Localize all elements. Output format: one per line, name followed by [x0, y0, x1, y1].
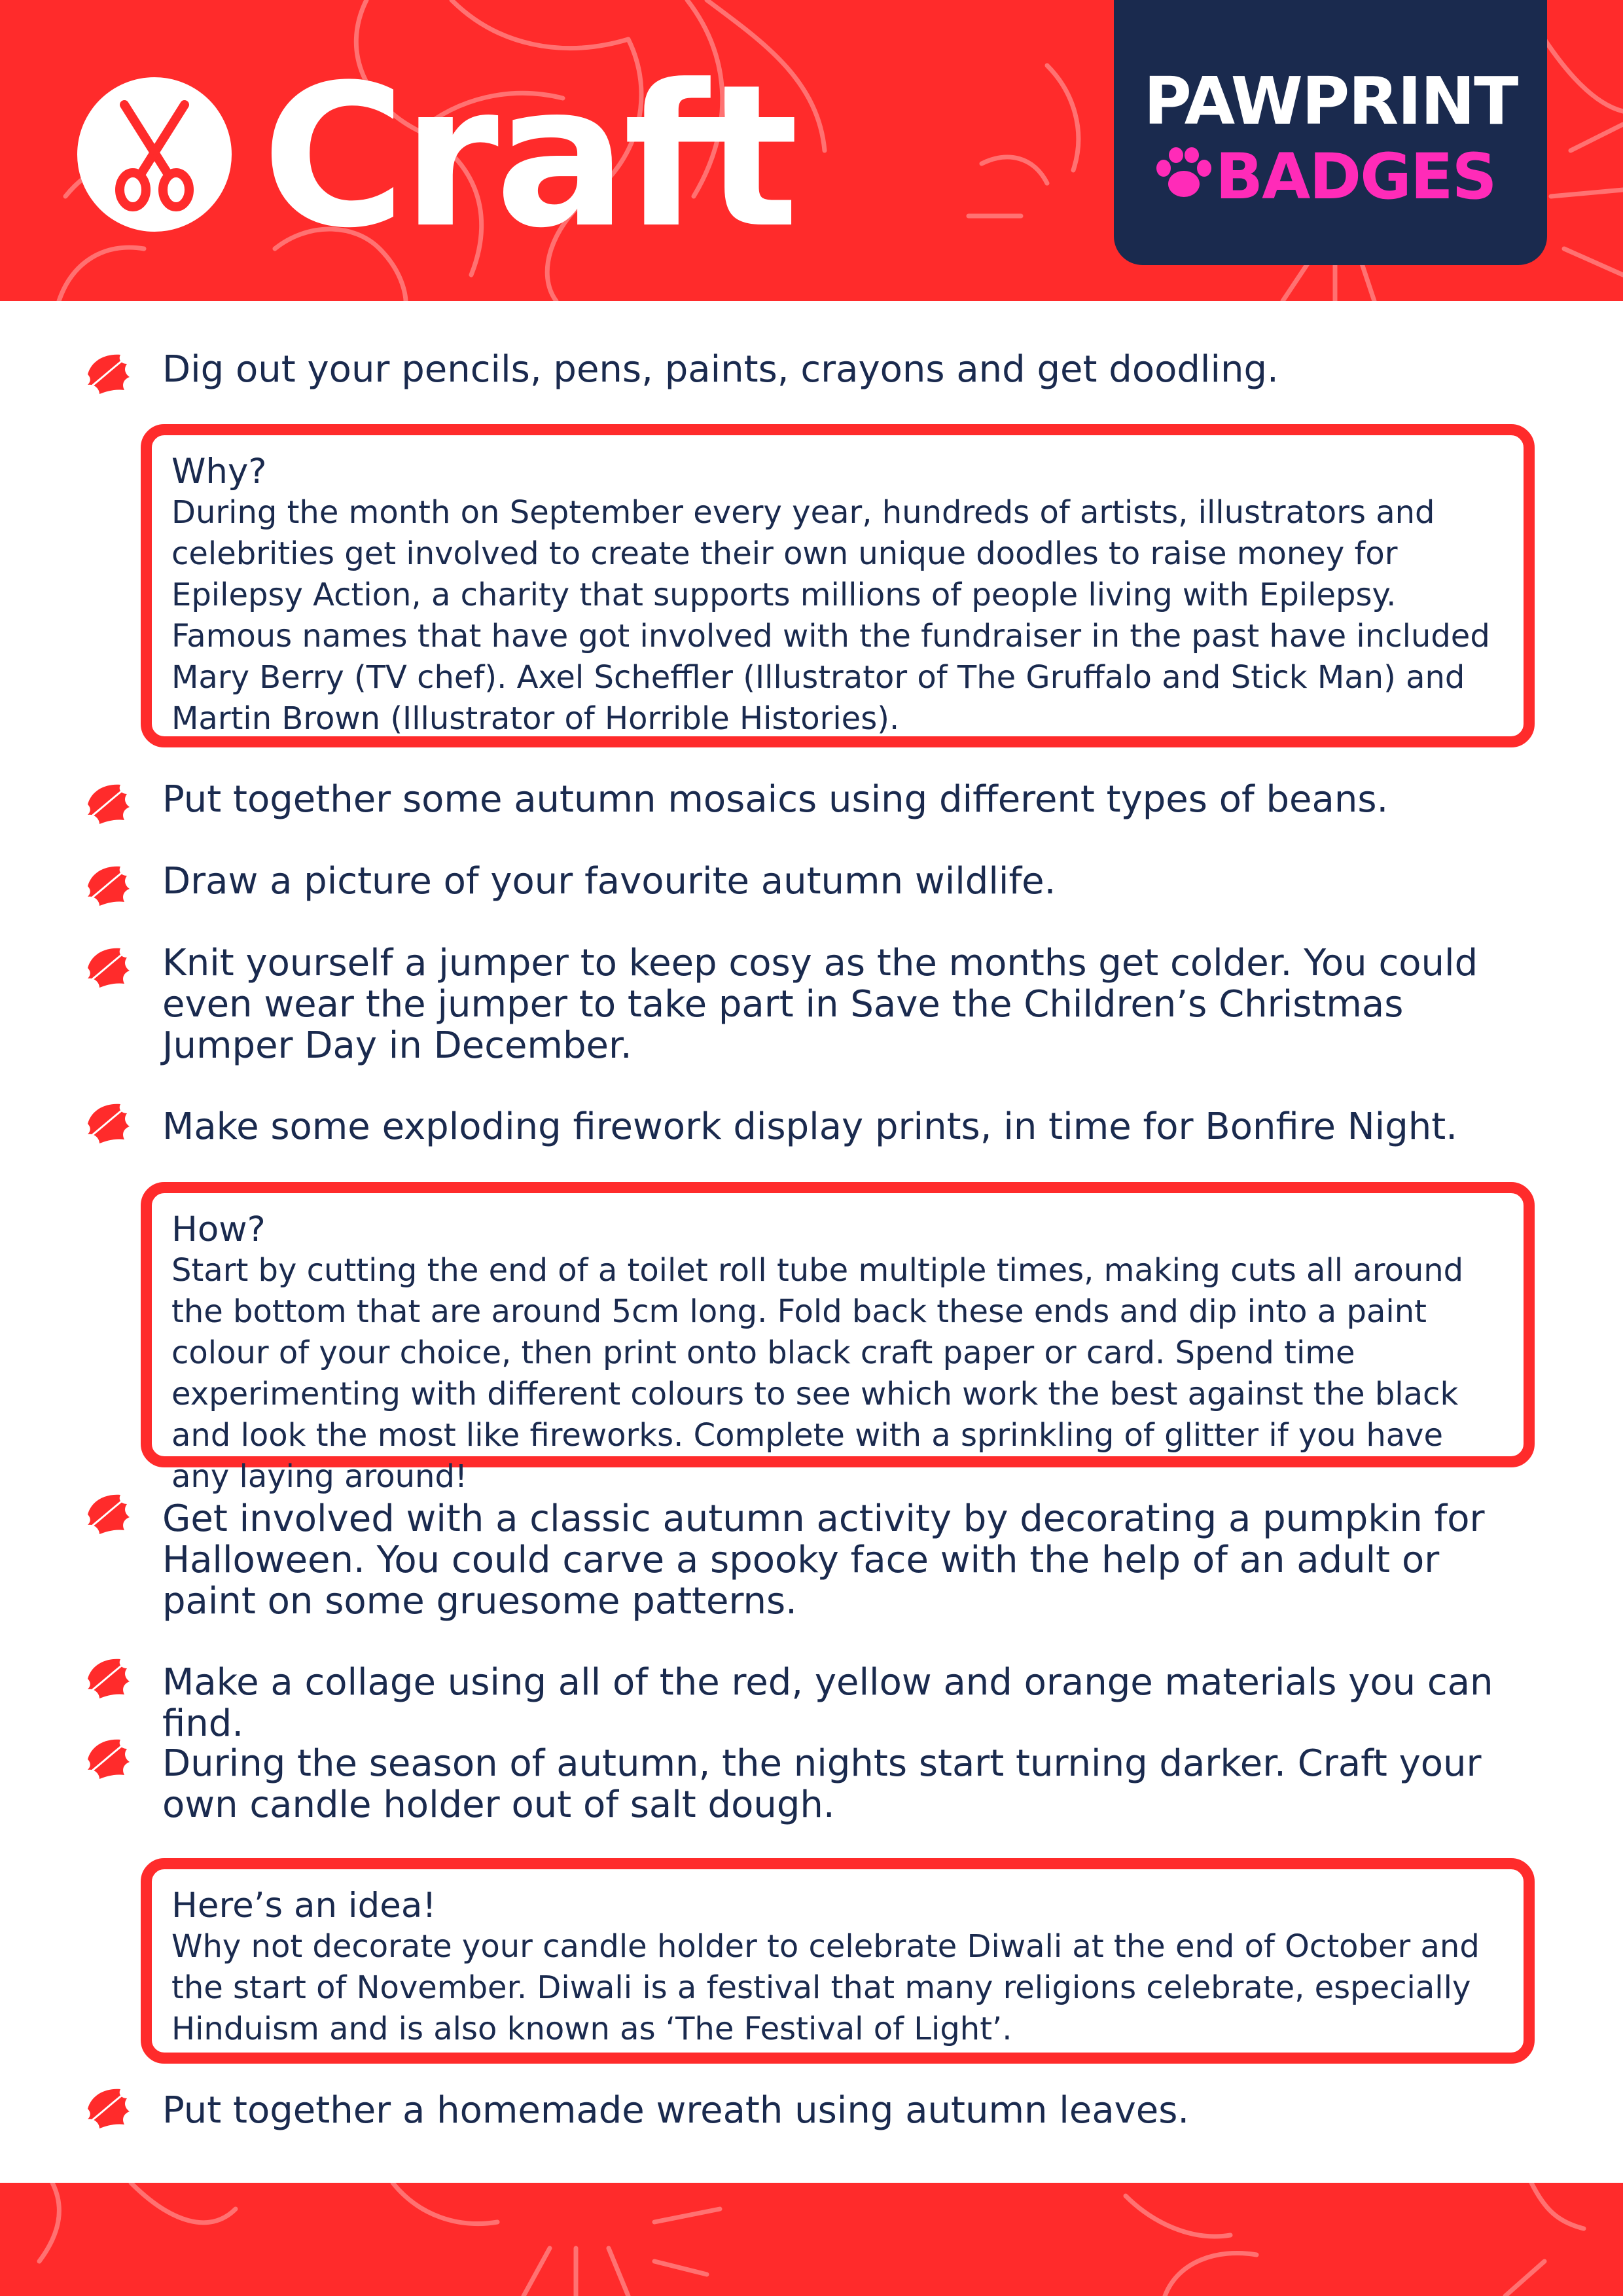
info-box-title: Why?: [171, 452, 267, 492]
list-item: Make some exploding firework display prints, in time for Bonfire Night.: [162, 1105, 1458, 1148]
list-item: Put together some autumn mosaics using different types of beans.: [162, 778, 1389, 821]
list-item: Knit yourself a jumper to keep cosy as the months get colder. You could even wear the jumper to take part in Save the Children’s Christmas Jumper Day in December.: [162, 942, 1478, 1067]
autumn-leaf-icon: [84, 863, 131, 907]
autumn-leaf-icon: [84, 944, 131, 989]
info-box-body: Start by cutting the end of a toilet roll tube multiple times, making cuts all around the bottom that are around 5cm long. Fold back these ends and dip into a paint colour of your choice, then print onto black craft paper or card. Spend time experimenting with different colours to see which work the best against the black and look the most like fireworks. Complete with a sprinkling of glitter if you have any laying around!: [171, 1252, 1464, 1495]
info-box-idea: [141, 1858, 1535, 2064]
list-item: During the season of autumn, the nights start turning darker. Craft your own candle holder out of salt dough.: [162, 1742, 1482, 1826]
info-box-body: Why not decorate your candle holder to celebrate Diwali at the end of October and the start of November. Diwali is a festival that many religions celebrate, especially Hinduism and is also known as ‘The Festival of Light’.: [171, 1928, 1480, 2047]
autumn-leaf-icon: [84, 2085, 131, 2130]
autumn-leaf-icon: [84, 781, 131, 825]
info-box-how: [141, 1182, 1535, 1495]
autumn-leaf-icon: [84, 1655, 131, 1700]
autumn-leaf-icon: [84, 1736, 131, 1780]
info-box-title: How?: [171, 1210, 266, 1249]
scissors-icon-badge: [77, 77, 232, 232]
autumn-leaf-icon: [84, 1100, 131, 1145]
info-box-body: During the month on September every year, hundreds of artists, illustrators and celebrities get involved to create their own unique doodles to raise money for Epilepsy Action, a charity that supports millions of people living with Epilepsy. Famous names that have got involved with the fundraiser in the past have included Mary Berry (TV chef). Axel Scheffler (Illustrator of The Gruffalo and Stick Man) and Martin Brown (Illustrator of Horrible Histories).: [171, 494, 1490, 737]
autumn-leaf-icon: [84, 1491, 131, 1535]
logo-text-line2: BADGES: [1215, 140, 1496, 213]
list-item: Put together a homemade wreath using autumn leaves.: [162, 2089, 1190, 2132]
footer-banner: [0, 2183, 1623, 2296]
pawprint-badges-logo: [1114, 0, 1547, 265]
logo-text-line1: PAWPRINT: [1143, 63, 1518, 139]
scissors-icon: [77, 77, 232, 232]
header-banner: [0, 0, 1623, 301]
info-box-why: [141, 424, 1535, 747]
list-item: Make a collage using all of the red, yellow and orange materials you can find.: [162, 1661, 1493, 1745]
autumn-leaf-icon: [84, 351, 131, 395]
list-item: Draw a picture of your favourite autumn wildlife.: [162, 860, 1056, 903]
paw-icon: [1154, 147, 1213, 200]
page-title: Craft: [262, 43, 795, 271]
list-item: Get involved with a classic autumn activity by decorating a pumpkin for Halloween. You could carve a spooky face with the help of an adult or paint on some gruesome patterns.: [162, 1498, 1485, 1623]
decorative-outline-pattern: [0, 2183, 1623, 2296]
list-item: Dig out your pencils, pens, paints, crayons and get doodling.: [162, 348, 1279, 391]
info-box-title: Here’s an idea!: [171, 1886, 437, 1926]
